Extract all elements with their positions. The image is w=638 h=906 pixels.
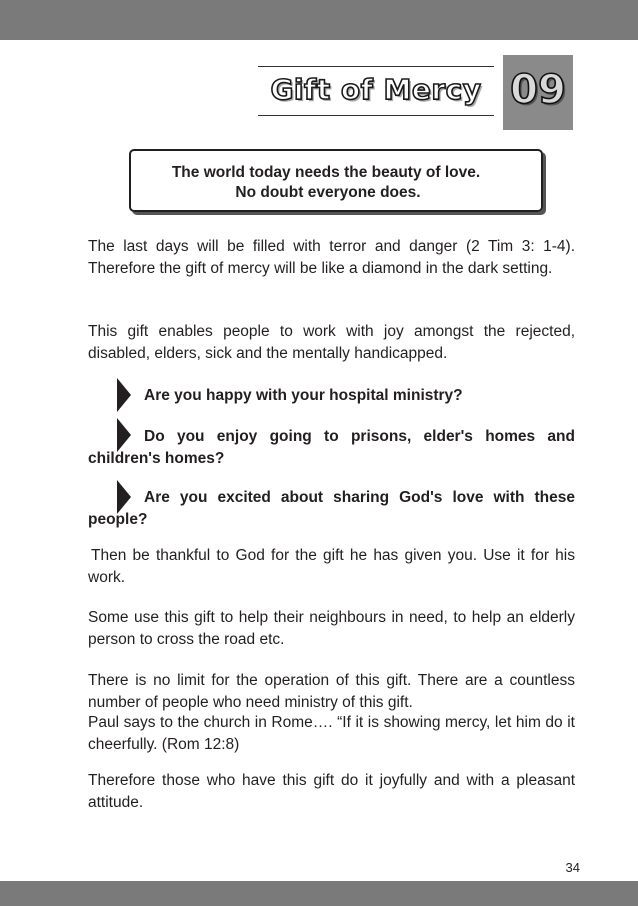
page-number: 34 (565, 860, 580, 875)
title-rule-top (258, 66, 494, 67)
paragraph-4: Some use this gift to help their neighbours in need, to help an elderly person to cross the road etc. (88, 609, 575, 648)
quote-box (129, 149, 543, 212)
question-2 (88, 426, 575, 469)
paragraph-1: The last days will be filled with terror and danger (2 Tim 3: 1-4). Therefore the gift of mercy will be like a diamond in the dark setting. (88, 238, 575, 277)
paragraph-3: Then be thankful to God for the gift he has given you. Use it for his work. (88, 547, 575, 586)
chapter-number: 09 (510, 67, 566, 113)
page-title: Gift of Mercy (270, 73, 482, 106)
paragraph-2: This gift enables people to work with joy amongst the rejected, disabled, elders, sick and the mentally handicapped. (88, 323, 575, 362)
bottom-footer-bar (0, 881, 638, 906)
question-3 (88, 487, 575, 530)
chapter-number-box (503, 55, 573, 130)
top-header-bar (0, 0, 638, 40)
question-2-text: Do you enjoy going to prisons, elder's homes and children's homes? (88, 428, 575, 467)
paragraph-5a: There is no limit for the operation of this gift. There are a countless number of people who need ministry of this gift. (88, 672, 575, 711)
title-rule-bottom (258, 115, 494, 116)
quote-line-1: The world today needs the beauty of love. (171, 164, 481, 181)
question-3-text: Are you excited about sharing God's love with these people? (88, 489, 575, 528)
question-1-text: Are you happy with your hospital ministry? (144, 387, 463, 404)
quote-line-2: No doubt everyone does. (235, 184, 421, 201)
chapter-title-block (258, 66, 494, 116)
question-1 (88, 385, 575, 407)
paragraph-5b: Paul says to the church in Rome…. “If it is showing mercy, let him do it cheerfully. (Rom 12:8) (88, 714, 575, 753)
paragraph-6: Therefore those who have this gift do it joyfully and with a pleasant attitude. (88, 772, 575, 811)
